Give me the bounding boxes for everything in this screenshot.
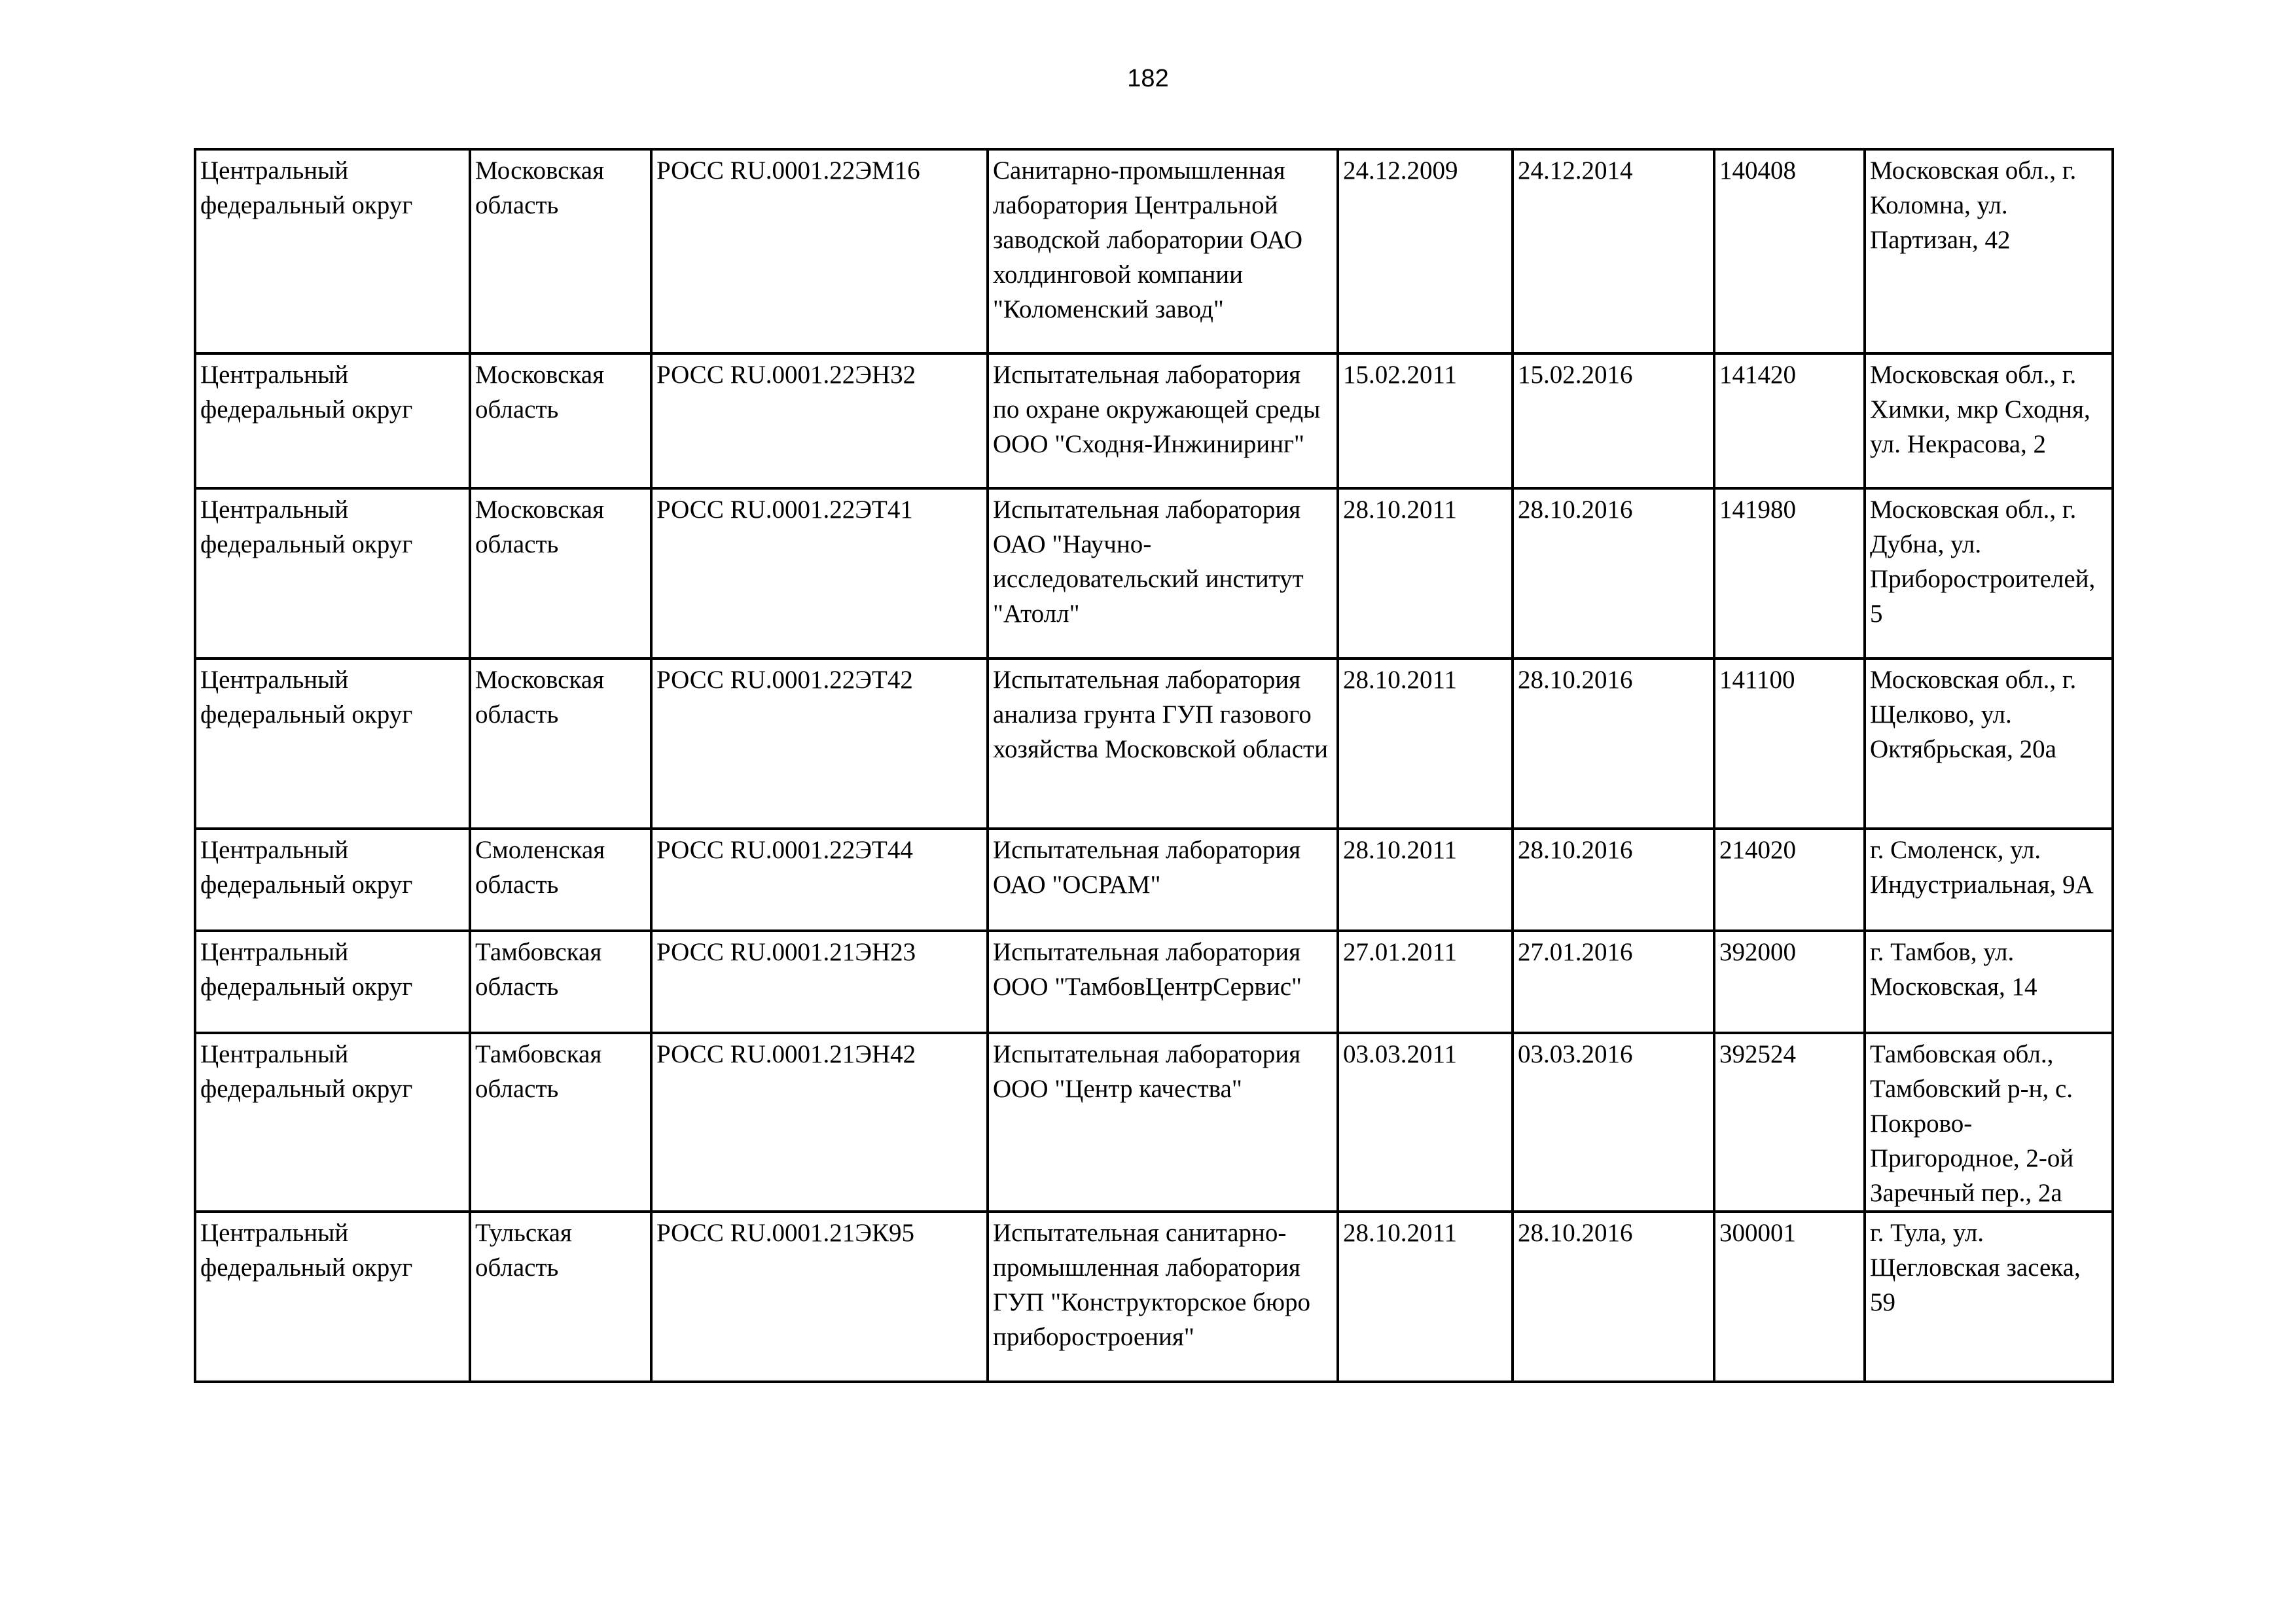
district-cell: Центральный федеральный округ (195, 931, 470, 1033)
laboratory-name-cell: Испытательная лаборатория по охране окружающей среды ООО "Сходня-Инжиниринг" (988, 353, 1338, 488)
postal-index-cell: 141100 (1714, 659, 1865, 829)
laboratory-name-cell: Испытательная лаборатория ОАО "Научно-исследовательский институт "Атолл" (988, 488, 1338, 659)
address-cell: г. Тула, ул. Щегловская засека, 59 (1865, 1212, 2113, 1382)
certificate-cell: РОСС RU.0001.21ЭН42 (651, 1033, 988, 1212)
district-cell: Центральный федеральный округ (195, 829, 470, 931)
district-cell: Центральный федеральный округ (195, 488, 470, 659)
postal-index-cell: 141980 (1714, 488, 1865, 659)
district-cell: Центральный федеральный округ (195, 1033, 470, 1212)
certificate-cell: РОСС RU.0001.22ЭМ16 (651, 149, 988, 353)
page-number: 182 (1127, 65, 1169, 92)
date-from-cell: 28.10.2011 (1338, 1212, 1513, 1382)
date-to-cell: 03.03.2016 (1513, 1033, 1714, 1212)
date-from-cell: 24.12.2009 (1338, 149, 1513, 353)
postal-index-cell: 214020 (1714, 829, 1865, 931)
date-to-cell: 28.10.2016 (1513, 488, 1714, 659)
postal-index-cell: 392000 (1714, 931, 1865, 1033)
table-row (195, 353, 2113, 488)
region-cell: Московская область (470, 488, 651, 659)
address-cell: Тамбовская обл., Тамбовский р-н, с. Покрово-Пригородное, 2-ой Заречный пер., 2а (1865, 1033, 2113, 1212)
laboratory-name-cell: Санитарно-промышленная лаборатория Центральной заводской лаборатории ОАО холдинговой компании "Коломенский завод" (988, 149, 1338, 353)
district-cell: Центральный федеральный округ (195, 149, 470, 353)
district-cell: Центральный федеральный округ (195, 1212, 470, 1382)
laboratory-registry-table (194, 148, 2114, 1383)
date-from-cell: 28.10.2011 (1338, 829, 1513, 931)
region-cell: Московская область (470, 353, 651, 488)
date-from-cell: 15.02.2011 (1338, 353, 1513, 488)
certificate-cell: РОСС RU.0001.22ЭТ44 (651, 829, 988, 931)
address-cell: Московская обл., г. Щелково, ул. Октябрьская, 20а (1865, 659, 2113, 829)
address-cell: Московская обл., г. Химки, мкр Сходня, ул. Некрасова, 2 (1865, 353, 2113, 488)
table-row (195, 149, 2113, 353)
region-cell: Смоленская область (470, 829, 651, 931)
date-from-cell: 28.10.2011 (1338, 659, 1513, 829)
certificate-cell: РОСС RU.0001.22ЭТ42 (651, 659, 988, 829)
certificate-cell: РОСС RU.0001.21ЭК95 (651, 1212, 988, 1382)
region-cell: Тамбовская область (470, 931, 651, 1033)
table-row (195, 1033, 2113, 1212)
address-cell: Московская обл., г. Коломна, ул. Партизан, 42 (1865, 149, 2113, 353)
district-cell: Центральный федеральный округ (195, 659, 470, 829)
postal-index-cell: 300001 (1714, 1212, 1865, 1382)
table-row (195, 829, 2113, 931)
address-cell: Московская обл., г. Дубна, ул. Приборостроителей, 5 (1865, 488, 2113, 659)
region-cell: Тамбовская область (470, 1033, 651, 1212)
date-to-cell: 15.02.2016 (1513, 353, 1714, 488)
table-row (195, 659, 2113, 829)
table-row (195, 931, 2113, 1033)
date-from-cell: 27.01.2011 (1338, 931, 1513, 1033)
date-to-cell: 28.10.2016 (1513, 659, 1714, 829)
postal-index-cell: 141420 (1714, 353, 1865, 488)
certificate-cell: РОСС RU.0001.22ЭТ41 (651, 488, 988, 659)
date-to-cell: 27.01.2016 (1513, 931, 1714, 1033)
address-cell: г. Смоленск, ул. Индустриальная, 9А (1865, 829, 2113, 931)
laboratory-name-cell: Испытательная лаборатория ООО "Центр качества" (988, 1033, 1338, 1212)
date-from-cell: 03.03.2011 (1338, 1033, 1513, 1212)
date-to-cell: 24.12.2014 (1513, 149, 1714, 353)
certificate-cell: РОСС RU.0001.22ЭН32 (651, 353, 988, 488)
date-to-cell: 28.10.2016 (1513, 829, 1714, 931)
table-row (195, 488, 2113, 659)
district-cell: Центральный федеральный округ (195, 353, 470, 488)
laboratory-name-cell: Испытательная лаборатория ОАО "ОСРАМ" (988, 829, 1338, 931)
postal-index-cell: 392524 (1714, 1033, 1865, 1212)
laboratory-name-cell: Испытательная лаборатория ООО "ТамбовЦентрСервис" (988, 931, 1338, 1033)
laboratory-name-cell: Испытательная санитарно-промышленная лаборатория ГУП "Конструкторское бюро приборостроения" (988, 1212, 1338, 1382)
date-to-cell: 28.10.2016 (1513, 1212, 1714, 1382)
table-row (195, 1212, 2113, 1382)
region-cell: Московская область (470, 149, 651, 353)
region-cell: Московская область (470, 659, 651, 829)
certificate-cell: РОСС RU.0001.21ЭН23 (651, 931, 988, 1033)
date-from-cell: 28.10.2011 (1338, 488, 1513, 659)
region-cell: Тульская область (470, 1212, 651, 1382)
laboratory-name-cell: Испытательная лаборатория анализа грунта ГУП газового хозяйства Московской области (988, 659, 1338, 829)
postal-index-cell: 140408 (1714, 149, 1865, 353)
address-cell: г. Тамбов, ул. Московская, 14 (1865, 931, 2113, 1033)
